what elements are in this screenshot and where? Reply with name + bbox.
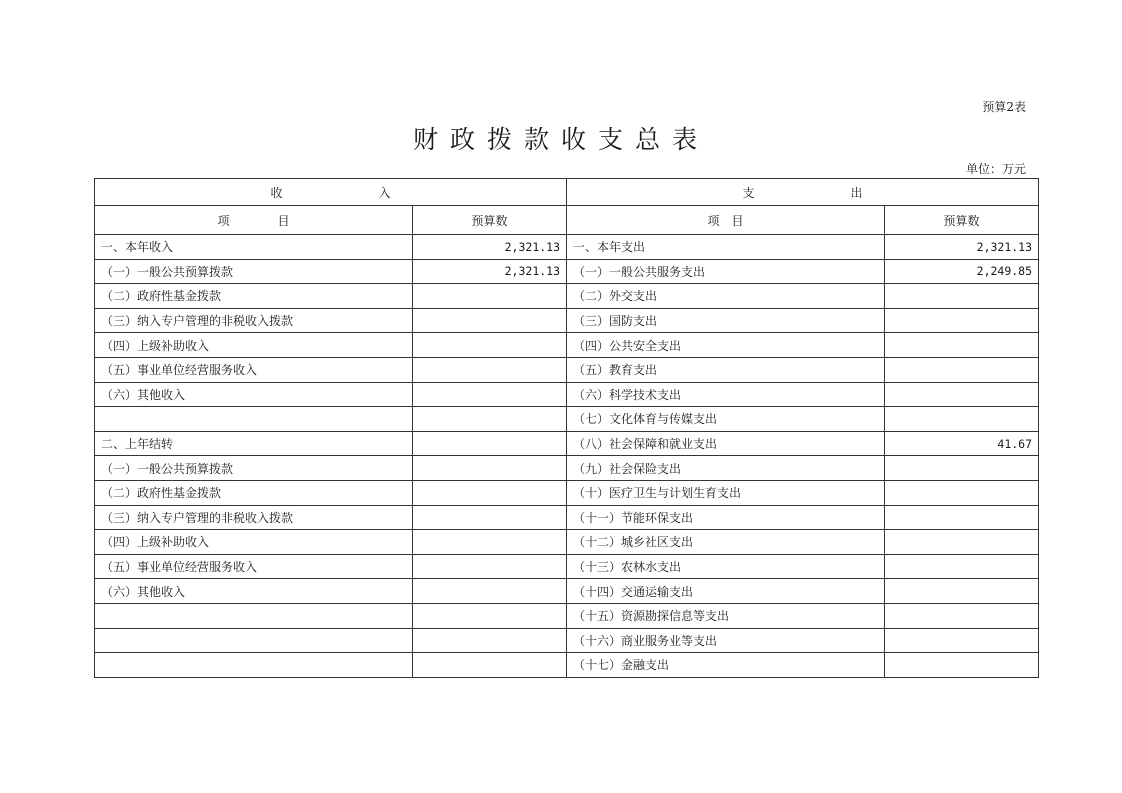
expense-item-cell: （十）医疗卫生与计划生育支出 [567,480,885,505]
income-value-cell [413,554,567,579]
expense-item-cell: （四）公共安全支出 [567,333,885,358]
income-value-cell [413,333,567,358]
income-item-header: 项 目 [95,206,413,235]
expense-item-cell: （十三）农林水支出 [567,554,885,579]
income-item-cell: （三）纳入专户管理的非税收入拨款 [95,308,413,333]
table-number: 预算2表 [982,100,1026,114]
expense-item-cell: （五）教育支出 [567,357,885,382]
budget-table [94,178,1039,678]
expense-item-cell: （十五）资源勘探信息等支出 [567,603,885,628]
table-row [95,480,1039,505]
expense-item-cell: （十一）节能环保支出 [567,505,885,530]
expense-value-cell [885,284,1039,309]
expense-value-cell [885,456,1039,481]
income-value-cell [413,579,567,604]
expense-value-cell [885,603,1039,628]
income-value-cell [413,653,567,678]
expense-group-header: 支 出 [567,179,1039,206]
income-item-cell: （六）其他收入 [95,382,413,407]
expense-value-cell [885,333,1039,358]
expense-value-cell [885,480,1039,505]
income-value-cell [413,530,567,555]
expense-value-cell [885,653,1039,678]
income-item-cell [95,603,413,628]
income-value-cell [413,407,567,432]
income-value-cell [413,308,567,333]
table-row [95,603,1039,628]
expense-value-cell [885,308,1039,333]
table-row [95,653,1039,678]
table-row [95,628,1039,653]
table-row [95,357,1039,382]
expense-item-cell: （十七）金融支出 [567,653,885,678]
income-budget-header: 预算数 [413,206,567,235]
expense-item-cell: （八）社会保障和就业支出 [567,431,885,456]
table-row [95,530,1039,555]
income-value-cell [413,284,567,309]
income-item-cell: （三）纳入专户管理的非税收入拨款 [95,505,413,530]
income-item-cell: （六）其他收入 [95,579,413,604]
expense-value-cell: 41.67 [885,431,1039,456]
expense-value-cell [885,579,1039,604]
expense-item-cell: （十二）城乡社区支出 [567,530,885,555]
column-header-row [95,206,1039,235]
table-row [95,407,1039,432]
expense-budget-header: 预算数 [885,206,1039,235]
income-value-cell [413,480,567,505]
income-item-cell [95,653,413,678]
income-group-header: 收 入 [95,179,567,206]
income-item-cell: （二）政府性基金拨款 [95,480,413,505]
table-row [95,431,1039,456]
income-item-cell: （四）上级补助收入 [95,530,413,555]
income-value-cell [413,382,567,407]
income-value-cell [413,431,567,456]
expense-item-cell: （六）科学技术支出 [567,382,885,407]
income-value-cell [413,628,567,653]
income-value-cell [413,357,567,382]
income-item-cell: （一）一般公共预算拨款 [95,259,413,284]
income-item-cell: （五）事业单位经营服务收入 [95,357,413,382]
table-row [95,333,1039,358]
income-value-cell: 2,321.13 [413,259,567,284]
income-item-cell: （四）上级补助收入 [95,333,413,358]
expense-value-cell [885,407,1039,432]
expense-item-cell: （二）外交支出 [567,284,885,309]
income-item-cell: （一）一般公共预算拨款 [95,456,413,481]
expense-value-cell [885,530,1039,555]
expense-item-cell: （十四）交通运输支出 [567,579,885,604]
expense-item-cell: 一、本年支出 [567,235,885,260]
expense-item-cell: （一）一般公共服务支出 [567,259,885,284]
income-value-cell [413,603,567,628]
expense-value-cell [885,628,1039,653]
income-item-cell: （五）事业单位经营服务收入 [95,554,413,579]
income-item-cell: 一、本年收入 [95,235,413,260]
income-value-cell [413,505,567,530]
table-row [95,308,1039,333]
table-row [95,554,1039,579]
table-row [95,505,1039,530]
expense-value-cell [885,554,1039,579]
expense-value-cell [885,505,1039,530]
expense-value-cell [885,382,1039,407]
income-value-cell: 2,321.13 [413,235,567,260]
income-item-cell [95,407,413,432]
table-row [95,382,1039,407]
expense-item-cell: （九）社会保险支出 [567,456,885,481]
expense-item-header: 项 目 [567,206,885,235]
table-row [95,579,1039,604]
table-row [95,284,1039,309]
income-item-cell [95,628,413,653]
expense-item-cell: （十六）商业服务业等支出 [567,628,885,653]
group-header-row [95,179,1039,206]
expense-item-cell: （七）文化体育与传媒支出 [567,407,885,432]
table-row [95,456,1039,481]
income-item-cell: （二）政府性基金拨款 [95,284,413,309]
expense-item-cell: （三）国防支出 [567,308,885,333]
income-value-cell [413,456,567,481]
table-row [95,259,1039,284]
page-title: 财政拨款收支总表 [412,125,709,154]
unit-label: 单位：万元 [965,162,1026,176]
expense-value-cell: 2,249.85 [885,259,1039,284]
income-item-cell: 二、上年结转 [95,431,413,456]
expense-value-cell: 2,321.13 [885,235,1039,260]
table-row [95,235,1039,260]
expense-value-cell [885,357,1039,382]
